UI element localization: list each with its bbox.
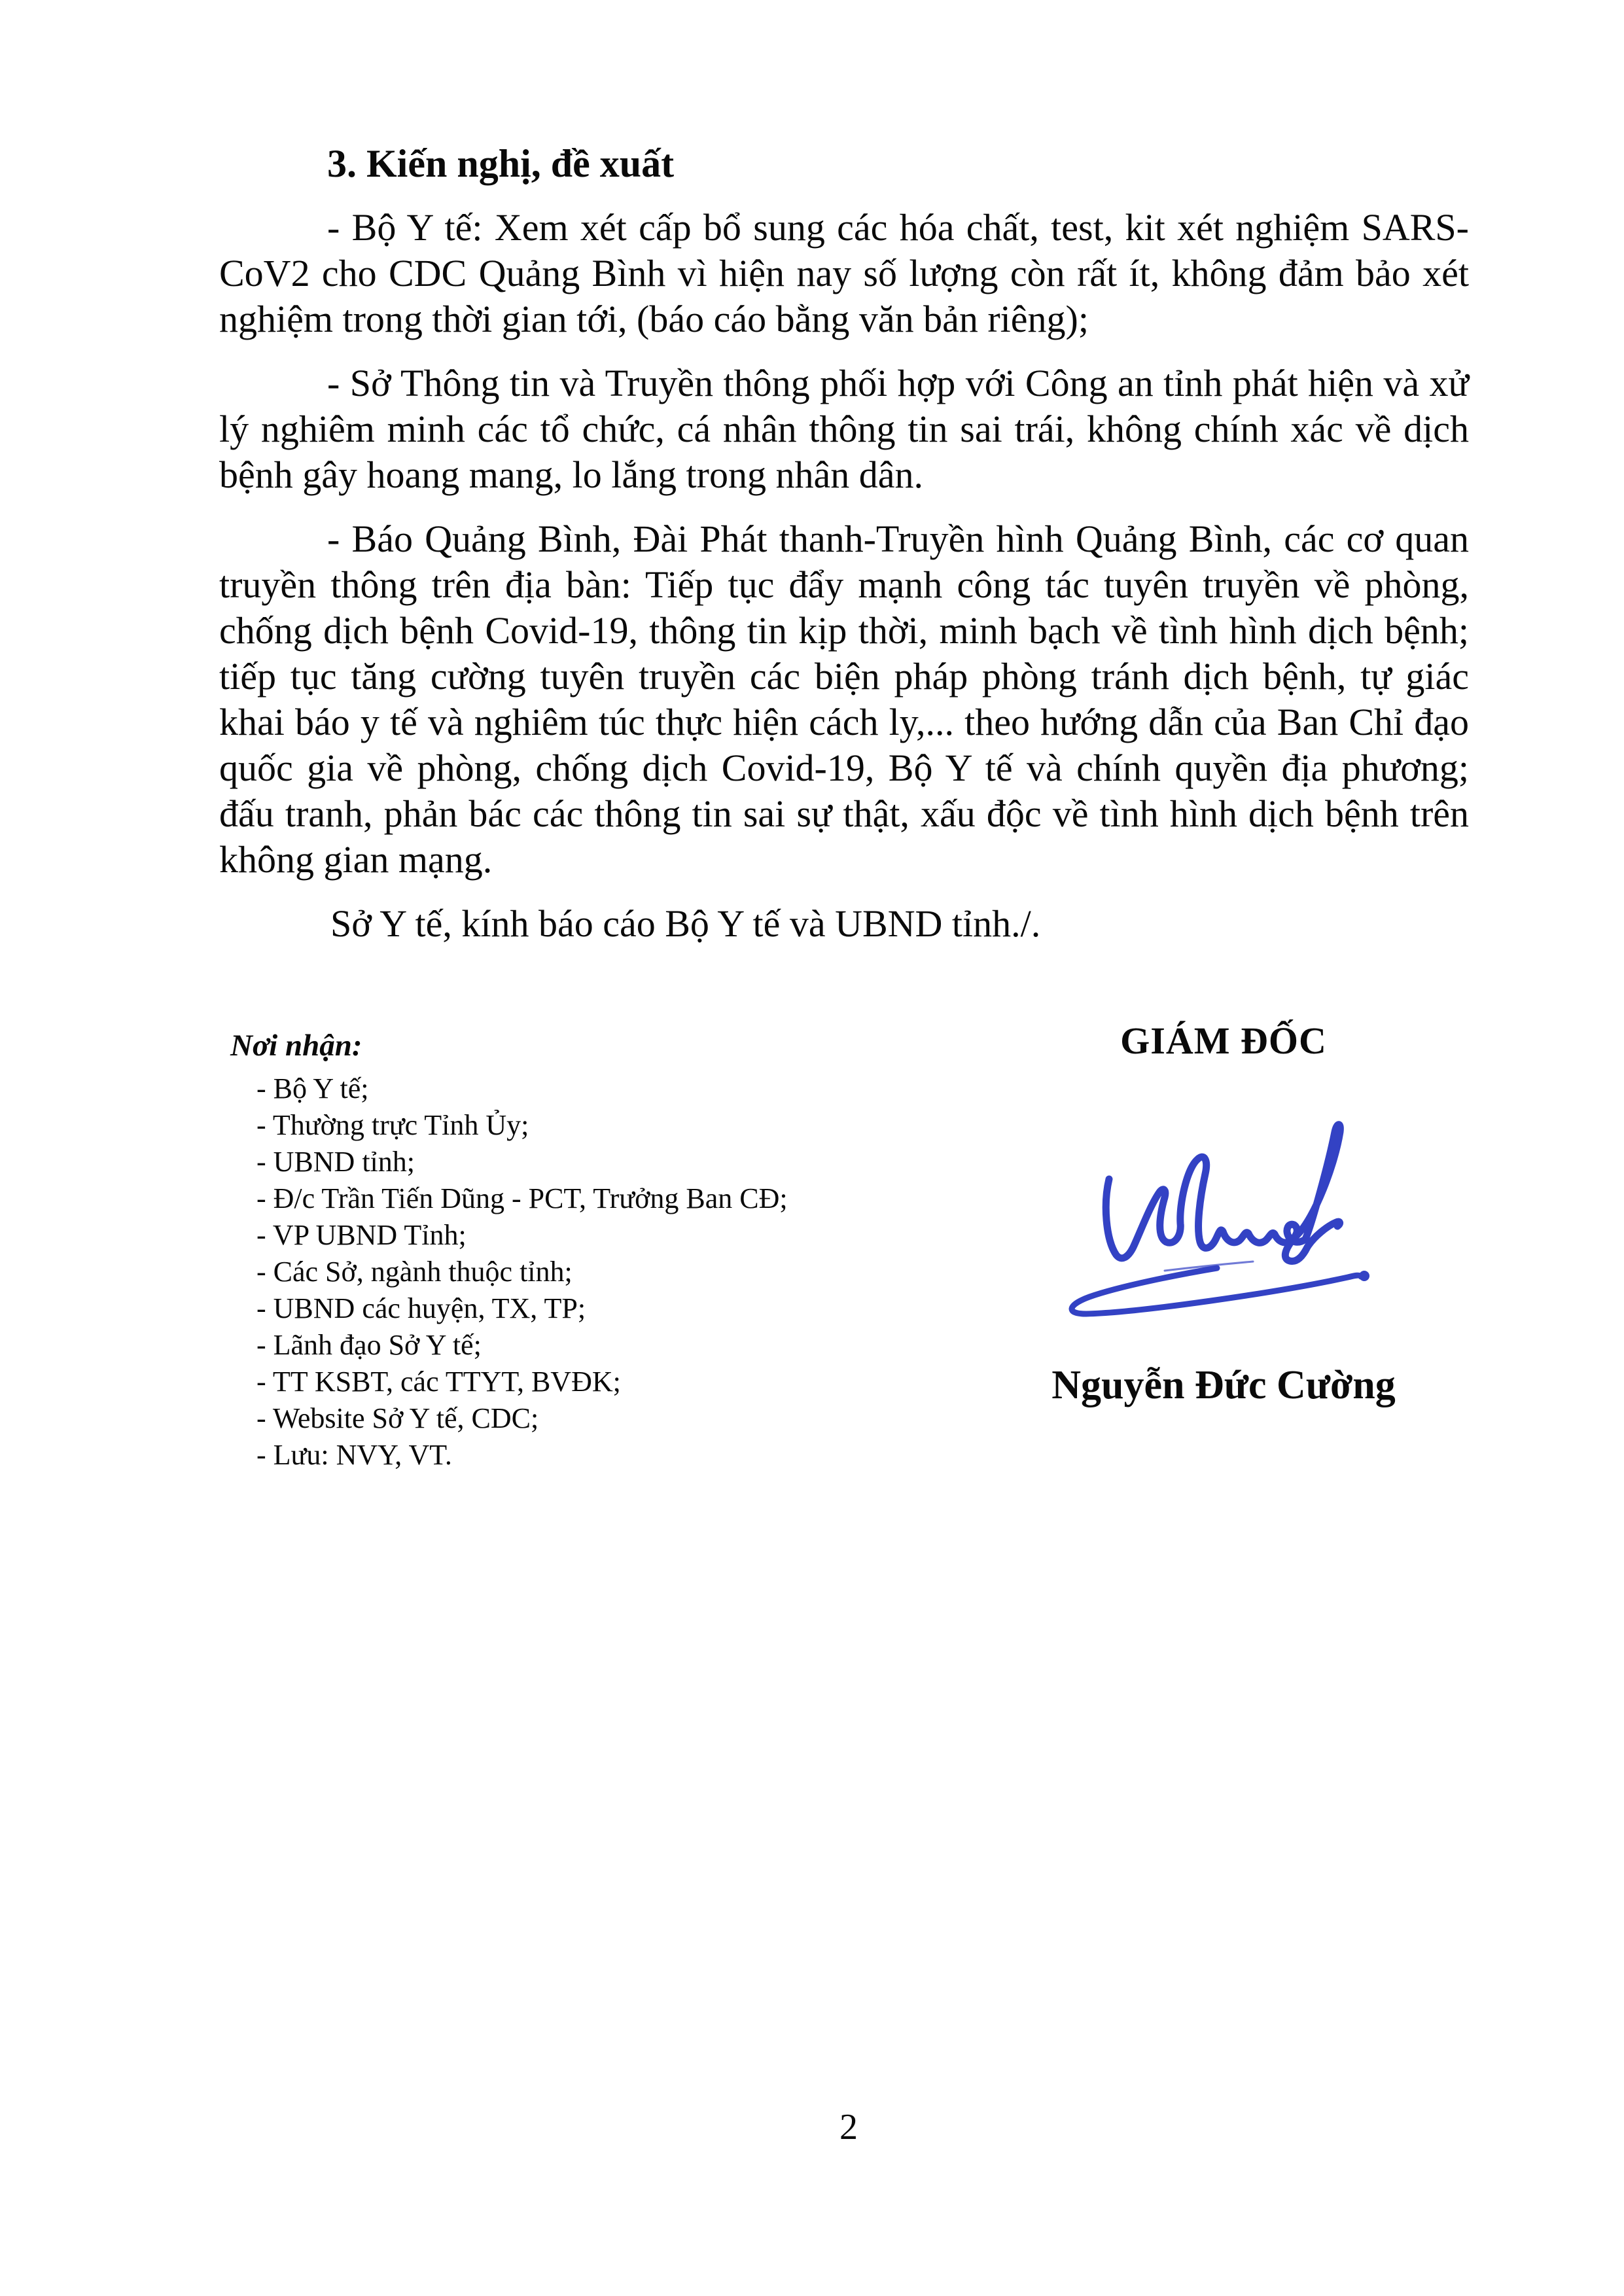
recipient-item: - Các Sở, ngành thuộc tỉnh; bbox=[256, 1256, 573, 1288]
signer-name: Nguyễn Đức Cường bbox=[1051, 1363, 1396, 1407]
page-number: 2 bbox=[839, 2107, 858, 2147]
signer-title: GIÁM ĐỐC bbox=[1120, 1019, 1327, 1062]
recipients-label: Nơi nhận: bbox=[230, 1029, 362, 1063]
recipient-item: - Lãnh đạo Sở Y tế; bbox=[256, 1329, 482, 1361]
recipients-list bbox=[256, 1070, 917, 1474]
recipients-block bbox=[230, 1029, 917, 1474]
body-paragraph-1: - Bộ Y tế: Xem xét cấp bổ sung các hóa chất, test, kit xét nghiệm SARS-CoV2 cho CDC Quảng Bình vì hiện nay số lượng còn rất ít, không đảm bảo xét nghiệm trong thời gian tới, (báo cáo bằng văn bản riêng); bbox=[219, 206, 1469, 340]
recipient-item: - VP UBND Tỉnh; bbox=[256, 1219, 467, 1251]
signature-stroke-underline bbox=[1072, 1268, 1361, 1314]
recipient-item: - Thường trực Tỉnh Ủy; bbox=[256, 1109, 529, 1141]
recipient-item: - UBND tỉnh; bbox=[256, 1146, 415, 1178]
recipient-item: - TT KSBT, các TTYT, BVĐK; bbox=[256, 1366, 621, 1398]
closing-line: Sở Y tế, kính báo cáo Bộ Y tế và UBND tỉnh./. bbox=[330, 902, 1041, 945]
section-heading: 3. Kiến nghị, đề xuất bbox=[327, 142, 675, 185]
recipient-item: - Website Sở Y tế, CDC; bbox=[256, 1402, 539, 1434]
document-body bbox=[219, 141, 1469, 947]
body-paragraph-3: - Báo Quảng Bình, Đài Phát thanh-Truyền hình Quảng Bình, các cơ quan truyền thông trên địa bàn: Tiếp tục đẩy mạnh công tác tuyên truyền về phòng, chống dịch bệnh Covid-19, thông tin kịp thời, minh bạch về tình hình dịch bệnh; tiếp tục tăng cường tuyên truyền các biện pháp phòng tránh dịch bệnh, tự giác khai báo y tế và nghiêm túc thực hiện cách ly,... theo hướng dẫn của Ban Chỉ đạo quốc gia về phòng, chống dịch Covid-19, Bộ Y tế và chính quyền địa phương; đấu tranh, phản bác các thông tin sai sự thật, xấu độc về tình hình dịch bệnh trên không gian mạng. bbox=[219, 518, 1469, 881]
recipient-item: - Bộ Y tế; bbox=[256, 1072, 369, 1104]
recipient-item: - Đ/c Trần Tiến Dũng - PCT, Trưởng Ban CĐ; bbox=[256, 1182, 788, 1214]
recipient-item: - Lưu: NVY, VT. bbox=[256, 1439, 452, 1471]
signature-ink-dot bbox=[1359, 1271, 1369, 1281]
body-paragraph-2: - Sở Thông tin và Truyền thông phối hợp với Công an tỉnh phát hiện và xử lý nghiêm minh các tổ chức, cá nhân thông tin sai trái, không chính xác về dịch bệnh gây hoang mang, lo lắng trong nhân dân. bbox=[219, 362, 1469, 496]
recipient-item: - UBND các huyện, TX, TP; bbox=[256, 1292, 586, 1324]
signature-ink bbox=[1060, 1106, 1381, 1328]
signature-stroke-main bbox=[1106, 1125, 1340, 1262]
